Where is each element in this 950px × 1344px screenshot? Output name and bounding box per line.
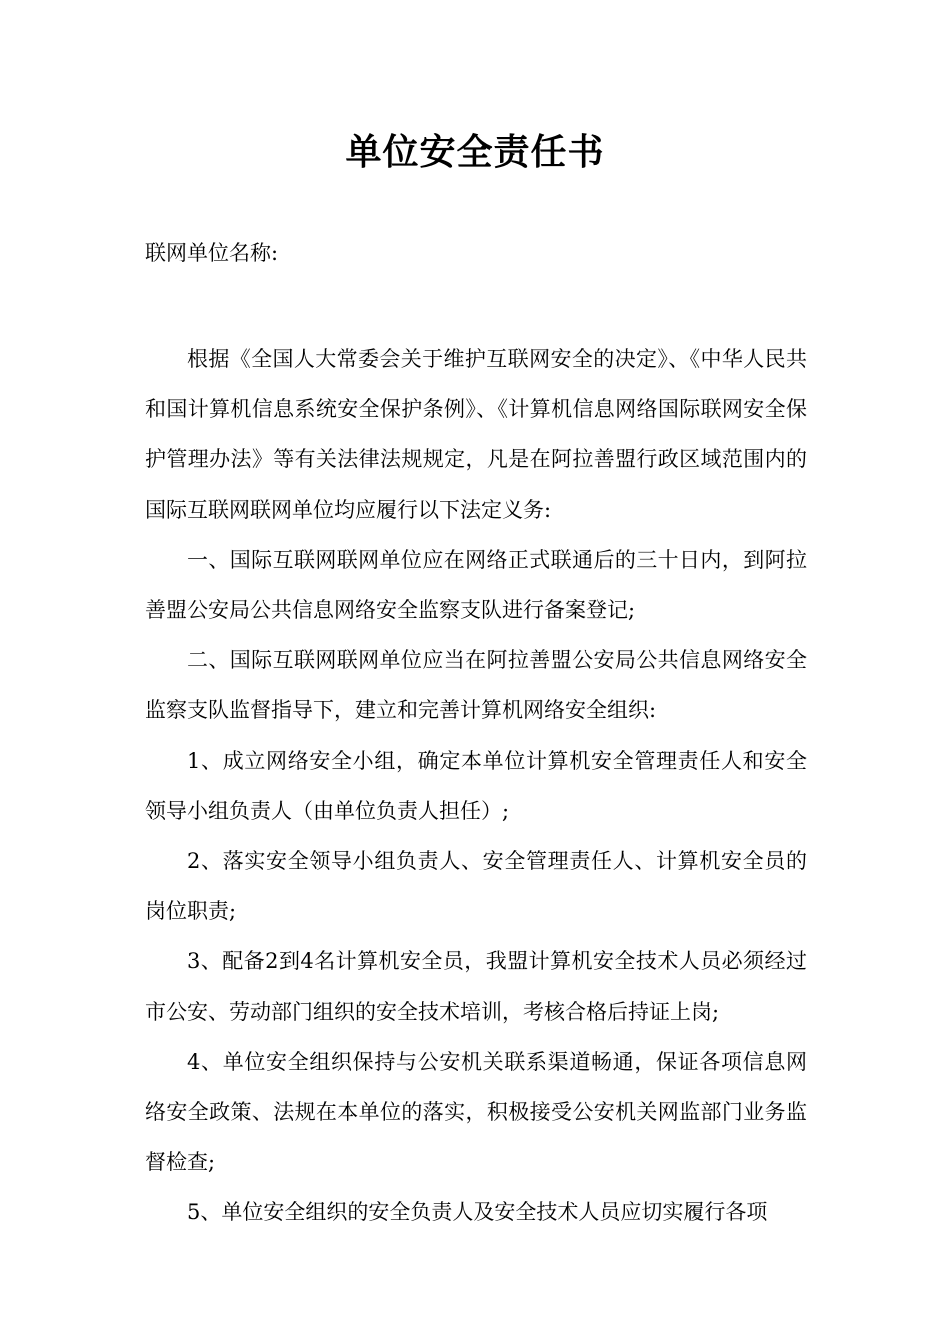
- paragraph-sub-1: 1、成立网络安全小组，确定本单位计算机安全管理责任人和安全领导小组负责人（由单位负责人担任）;: [145, 748, 807, 823]
- paragraph-sub-4: 4、单位安全组织保持与公安机关联系渠道畅通，保证各项信息网络安全政策、法规在本单位的落实，积极接受公安机关网监部门业务监督检查;: [145, 1049, 807, 1175]
- paragraph-sub-2: 2、落实安全领导小组负责人、安全管理责任人、计算机安全员的岗位职责;: [145, 849, 807, 924]
- paragraph-sub-5: 5、单位安全组织的安全负责人及安全技术人员应切实履行各项: [187, 1200, 768, 1225]
- paragraph-item-1: 一、国际互联网联网单位应在网络正式联通后的三十日内，到阿拉善盟公安局公共信息网络安全监察支队进行备案登记;: [145, 547, 807, 623]
- paragraph-preamble: 根据《全国人大常委会关于维护互联网安全的决定》、《中华人民共和国计算机信息系统安全保护条例》、《计算机信息网络国际联网安全保护管理办法》等有关法律法规规定，凡是在阿拉善盟行政区域范围内的国际互联网联网单位均应履行以下法定义务:: [145, 347, 807, 522]
- paragraph-item-2: 二、国际互联网联网单位应当在阿拉善盟公安局公共信息网络安全监察支队监督指导下，建立和完善计算机网络安全组织:: [145, 648, 807, 723]
- document-body: [145, 334, 807, 1238]
- unit-name-label: 联网单位名称:: [145, 241, 279, 265]
- paragraph-sub-3: 3、配备2到4名计算机安全员，我盟计算机安全技术人员必须经过市公安、劳动部门组织的安全技术培训，考核合格后持证上岗;: [145, 949, 807, 1024]
- document-title: 单位安全责任书: [345, 131, 605, 173]
